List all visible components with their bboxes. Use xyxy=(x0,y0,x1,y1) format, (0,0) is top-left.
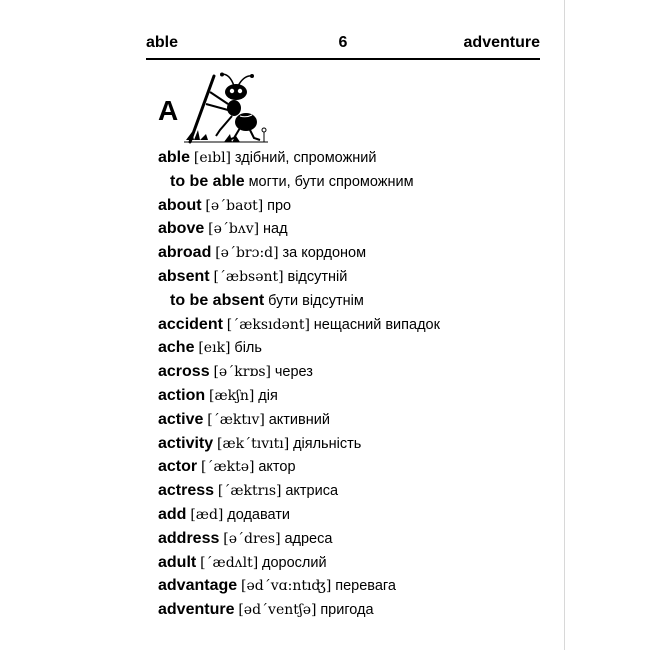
entry-headword: across xyxy=(158,363,210,381)
entry-translation: над xyxy=(263,221,288,238)
entry-translation: дорослий xyxy=(262,554,327,571)
entry-headword: able xyxy=(158,149,191,166)
dictionary-entry xyxy=(158,479,558,503)
entry-transcription: [əd´ventʃə] xyxy=(238,602,317,619)
entry-transcription: [´æksıdənt] xyxy=(226,316,310,333)
section-heading xyxy=(158,72,268,144)
dictionary-entry xyxy=(158,408,558,432)
dictionary-entry xyxy=(158,455,558,479)
entry-translation: дія xyxy=(258,387,278,404)
header-first-word: able xyxy=(146,34,179,51)
ant-with-pole-icon xyxy=(184,72,268,144)
entry-transcription: [´æbsənt] xyxy=(213,268,284,285)
entry-translation: нещасний випадок xyxy=(313,316,440,333)
entry-transcription: [´æktə] xyxy=(201,459,255,476)
entry-headword: add xyxy=(158,505,187,523)
dictionary-entry xyxy=(158,432,558,456)
entry-transcription: [eıbl] xyxy=(193,150,232,166)
entry-headword: ache xyxy=(158,339,195,357)
entry-transcription: [´æktıv] xyxy=(207,411,265,428)
entry-transcription: [´ædʌlt] xyxy=(200,554,259,571)
entry-transcription: [ə´krɒs] xyxy=(213,364,271,381)
dictionary-entry xyxy=(158,241,558,265)
entry-translation: адреса xyxy=(284,530,333,547)
entry-transcription: [´æktrıs] xyxy=(217,483,282,500)
entry-headword: accident xyxy=(158,315,223,333)
dictionary-entry xyxy=(158,384,558,408)
entry-transcription: [eık] xyxy=(198,340,231,357)
page-number: 6 xyxy=(338,34,348,51)
entry-transcription: [əd´vɑ:ntıʤ] xyxy=(241,578,332,595)
dictionary-entry xyxy=(158,598,558,622)
entry-translation: за кордоном xyxy=(282,245,367,262)
entry-headword: advantage xyxy=(158,577,238,595)
running-header xyxy=(146,34,540,60)
dictionary-entry xyxy=(158,289,558,313)
entry-transcription: [æd] xyxy=(190,506,224,523)
dictionary-entry xyxy=(158,265,558,289)
entry-translation: пригода xyxy=(320,602,374,619)
entry-headword: above xyxy=(158,220,205,238)
entry-headword: actress xyxy=(158,482,215,500)
entry-transcription: [æk´tıvıtı] xyxy=(217,435,290,452)
dictionary-entry xyxy=(158,527,558,551)
entry-transcription: [ə´dres] xyxy=(223,530,281,547)
entry-translation: додавати xyxy=(227,506,291,523)
entry-transcription: [ə´baʊt] xyxy=(205,197,264,214)
entry-translation: актриса xyxy=(285,483,339,500)
entry-translation: бути відсутнім xyxy=(268,292,364,309)
entry-headword: activity xyxy=(158,434,214,452)
entry-translation: через xyxy=(274,364,313,381)
entry-transcription: [ə´brɔ:d] xyxy=(215,245,279,262)
entry-translation: про xyxy=(267,197,292,214)
entry-transcription: [ə´bʌv] xyxy=(208,221,260,238)
entry-translation: діяльність xyxy=(293,435,362,452)
entry-headword: address xyxy=(158,529,220,547)
entry-translation: перевага xyxy=(335,578,396,595)
entry-headword: actor xyxy=(158,458,198,476)
entry-headword: adventure xyxy=(158,601,235,619)
entry-translation: здібний, спроможний xyxy=(234,150,377,166)
section-letter: A xyxy=(158,95,179,126)
entry-headword: absent xyxy=(158,267,210,285)
entry-translation: могти, бути спроможним xyxy=(248,173,414,190)
dictionary-entry xyxy=(158,574,558,598)
dictionary-entry xyxy=(158,170,558,194)
entry-translation: біль xyxy=(234,340,262,357)
entry-headword: about xyxy=(158,196,202,214)
entry-headword: active xyxy=(158,410,204,428)
dictionary-entry xyxy=(158,551,558,575)
entry-translation: відсутній xyxy=(287,268,348,285)
dictionary-entry xyxy=(158,313,558,337)
page-edge xyxy=(564,0,565,650)
entry-headword: adult xyxy=(158,553,197,571)
entry-transcription: [ækʃn] xyxy=(209,387,255,404)
entry-headword: to be absent xyxy=(170,291,265,309)
dictionary-entry xyxy=(158,217,558,241)
header-rule xyxy=(146,58,540,60)
header-last-word: adventure xyxy=(463,34,540,51)
entry-list xyxy=(158,146,558,622)
dictionary-entry xyxy=(158,146,558,170)
entry-translation: актор xyxy=(258,459,296,476)
entry-headword: action xyxy=(158,386,206,404)
entry-headword: abroad xyxy=(158,244,212,262)
dictionary-entry xyxy=(158,336,558,360)
entry-translation: активний xyxy=(268,411,330,428)
dictionary-entry xyxy=(158,194,558,218)
dictionary-entry xyxy=(158,360,558,384)
dictionary-entry xyxy=(158,503,558,527)
entry-headword: to be able xyxy=(170,172,245,190)
